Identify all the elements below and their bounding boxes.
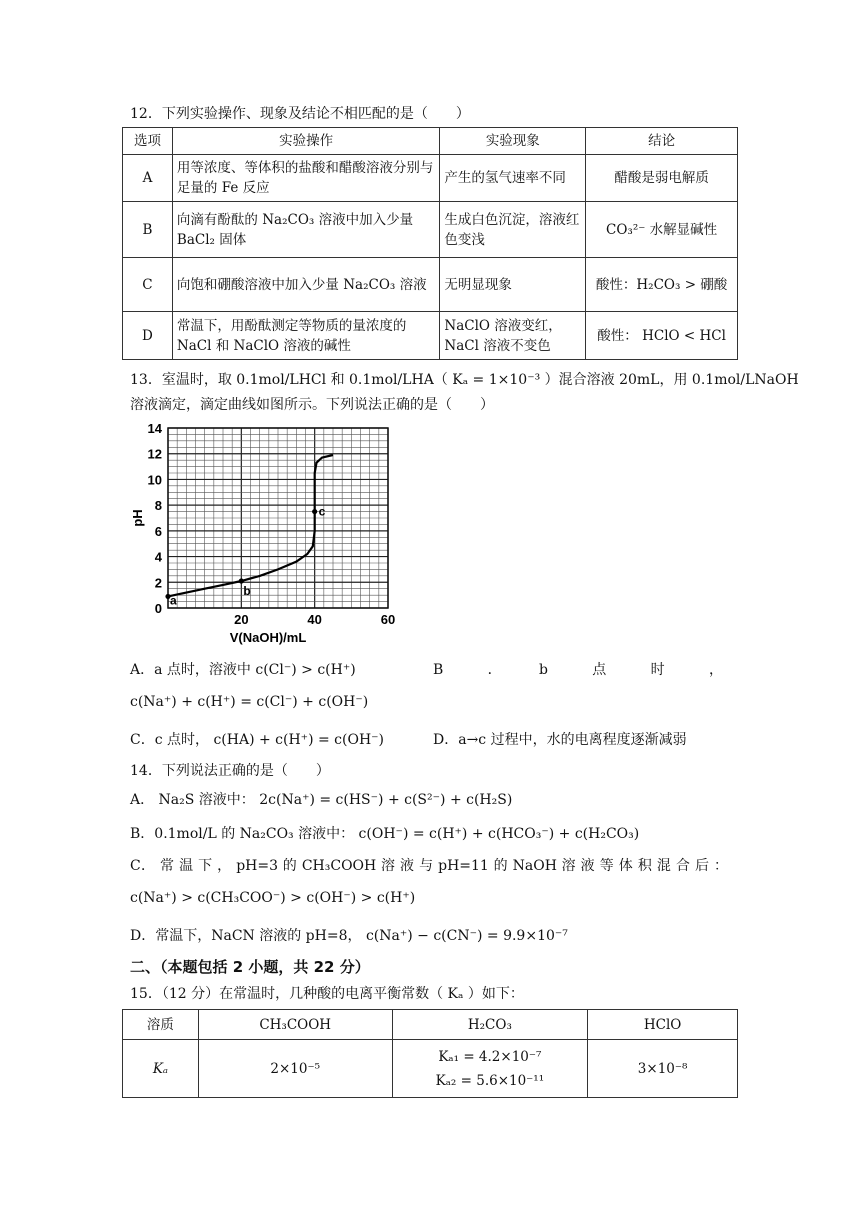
q12-row-conclusion: 酸性：H₂CO₃ > 硼酸 — [586, 258, 738, 312]
q15-stem: 15．（12 分）在常温时，几种酸的电离平衡常数（ Kₐ ）如下： — [130, 986, 524, 1002]
q12-row-observation: 无明显现象 — [440, 258, 586, 312]
q12-row-operation: 向饱和硼酸溶液中加入少量 Na₂CO₃ 溶液 — [172, 258, 440, 312]
q12-row-conclusion: CO₃²⁻ 水解显碱性 — [586, 202, 738, 258]
q12-row-conclusion: 酸性： HClO < HCl — [586, 312, 738, 360]
q15-ka2-h2co3: Kₐ₂ = 5.6×10⁻¹¹ — [435, 1072, 545, 1089]
q12-row-operation: 用等浓度、等体积的盐酸和醋酸溶液分别与足量的 Fe 反应 — [172, 155, 440, 202]
q12-stem: 12．下列实验操作、现象及结论不相匹配的是（ ） — [130, 106, 470, 122]
section-heading: 二、（本题包括 2 小题，共 22 分） — [130, 958, 370, 976]
y-tick-label: 2 — [154, 575, 162, 591]
q13-option-b-equation: c(Na⁺) + c(H⁺) = c(Cl⁻) + c(OH⁻) — [130, 694, 369, 710]
q12-row-option: D — [123, 312, 173, 360]
q12-row-observation: 生成白色沉淀，溶液红色变浅 — [440, 202, 586, 258]
y-axis-label: pH — [130, 509, 145, 527]
table-row — [123, 155, 738, 202]
table-row — [123, 312, 738, 360]
x-tick-label: 60 — [380, 612, 396, 627]
q12-row-option: C — [123, 258, 173, 312]
q12-row-operation: 向滴有酚酞的 Na₂CO₃ 溶液中加入少量 BaCl₂ 固体 — [172, 202, 440, 258]
table-row — [123, 1040, 738, 1098]
q12-row-conclusion: 醋酸是弱电解质 — [586, 155, 738, 202]
q15-header-row — [123, 1010, 738, 1040]
point-label-b: b — [243, 584, 251, 598]
y-tick-label: 10 — [147, 472, 162, 488]
q13-stem-line2: 溶液滴定，滴定曲线如图所示。下列说法正确的是（ ） — [130, 397, 494, 413]
y-tick-label: 14 — [147, 421, 162, 436]
q12-header-conclusion: 结论 — [586, 128, 738, 155]
y-tick-label: 12 — [147, 446, 162, 462]
q13-option-a: A．a 点时，溶液中 c(Cl⁻) > c(H⁺) — [130, 662, 356, 678]
q14-option-c-line1 — [130, 856, 728, 876]
q15-header-hclo: HClO — [588, 1010, 738, 1040]
x-axis-label: V(NaOH)/mL — [229, 630, 307, 645]
x-tick-label: 20 — [234, 612, 249, 627]
q12-header-observation: 实验现象 — [440, 128, 586, 155]
point-label-a: a — [170, 593, 177, 608]
q15-ka-ch3cooh: 2×10⁻⁵ — [198, 1040, 392, 1098]
q15-header-ch3cooh: CH₃COOH — [198, 1010, 392, 1040]
q12-row-option: B — [123, 202, 173, 258]
q15-header-solute: 溶质 — [123, 1010, 199, 1040]
q12-header-row — [123, 128, 738, 155]
q15-ka-label: Kₐ — [123, 1040, 199, 1098]
table-row — [123, 202, 738, 258]
q14-option-c-line2: c(Na⁺) > c(CH₃COO⁻) > c(OH⁻) > c(H⁺) — [130, 890, 416, 906]
q13-option-b-label: B ． b 点 时 ， — [433, 662, 723, 678]
q12-header-option: 选项 — [123, 128, 173, 155]
q13-option-b-head — [433, 660, 723, 680]
table-row — [123, 258, 738, 312]
q13-option-c: C．c 点时， c(HA) + c(H⁺) = c(OH⁻) — [130, 732, 385, 748]
y-tick-label: 0 — [154, 601, 162, 616]
q15-table — [122, 1009, 738, 1098]
q15-ka-hclo: 3×10⁻⁸ — [588, 1040, 738, 1098]
q13-option-d: D．a→c 过程中，水的电离程度逐渐减弱 — [433, 732, 687, 748]
q12-table — [122, 127, 738, 360]
q15-header-h2co3: H₂CO₃ — [392, 1010, 588, 1040]
y-tick-label: 6 — [154, 523, 162, 539]
q12-header-operation: 实验操作 — [172, 128, 440, 155]
q12-row-observation: NaClO 溶液变红，NaCl 溶液不变色 — [440, 312, 586, 360]
y-tick-label: 4 — [154, 549, 162, 565]
q12-row-option: A — [123, 155, 173, 202]
point-label-c: c — [318, 504, 326, 519]
q15-ka-h2co3 — [392, 1040, 588, 1098]
point-c — [312, 509, 317, 514]
q12-row-observation: 产生的氢气速率不同 — [440, 155, 586, 202]
q14-option-a: A． Na₂S 溶液中： 2c(Na⁺) = c(HS⁻) + c(S²⁻) + c(H₂S) — [130, 792, 513, 808]
q15-ka1-h2co3: Kₐ₁ = 4.2×10⁻⁷ — [438, 1048, 542, 1065]
q12-row-operation: 常温下，用酚酞测定等物质的量浓度的 NaCl 和 NaClO 溶液的碱性 — [172, 312, 440, 360]
q14-option-b: B．0.1mol/L 的 Na₂CO₃ 溶液中： c(OH⁻) = c(H⁺) + c(HCO₃⁻) + c(H₂CO₃) — [130, 826, 640, 842]
y-tick-label: 8 — [154, 498, 162, 514]
q14-option-d: D．常温下，NaCN 溶液的 pH=8， c(Na⁺) − c(CN⁻) = 9.9×10⁻⁷ — [130, 928, 568, 944]
q14-option-c-text: C． 常 温 下 ， pH=3 的 CH₃COOH 溶 液 与 pH=11 的 NaOH 溶 液 等 体 积 混 合 后 ： — [130, 858, 728, 874]
q14-stem: 14．下列说法正确的是（ ） — [130, 763, 330, 779]
q13-stem-line1: 13．室温时，取 0.1mol/LHCl 和 0.1mol/LHA（ Kₐ = 1×10⁻³ ）混合溶液 20mL，用 0.1mol/LNaOH — [130, 372, 799, 388]
titration-chart — [132, 418, 402, 644]
x-tick-label: 40 — [307, 612, 322, 627]
point-b — [239, 578, 244, 583]
